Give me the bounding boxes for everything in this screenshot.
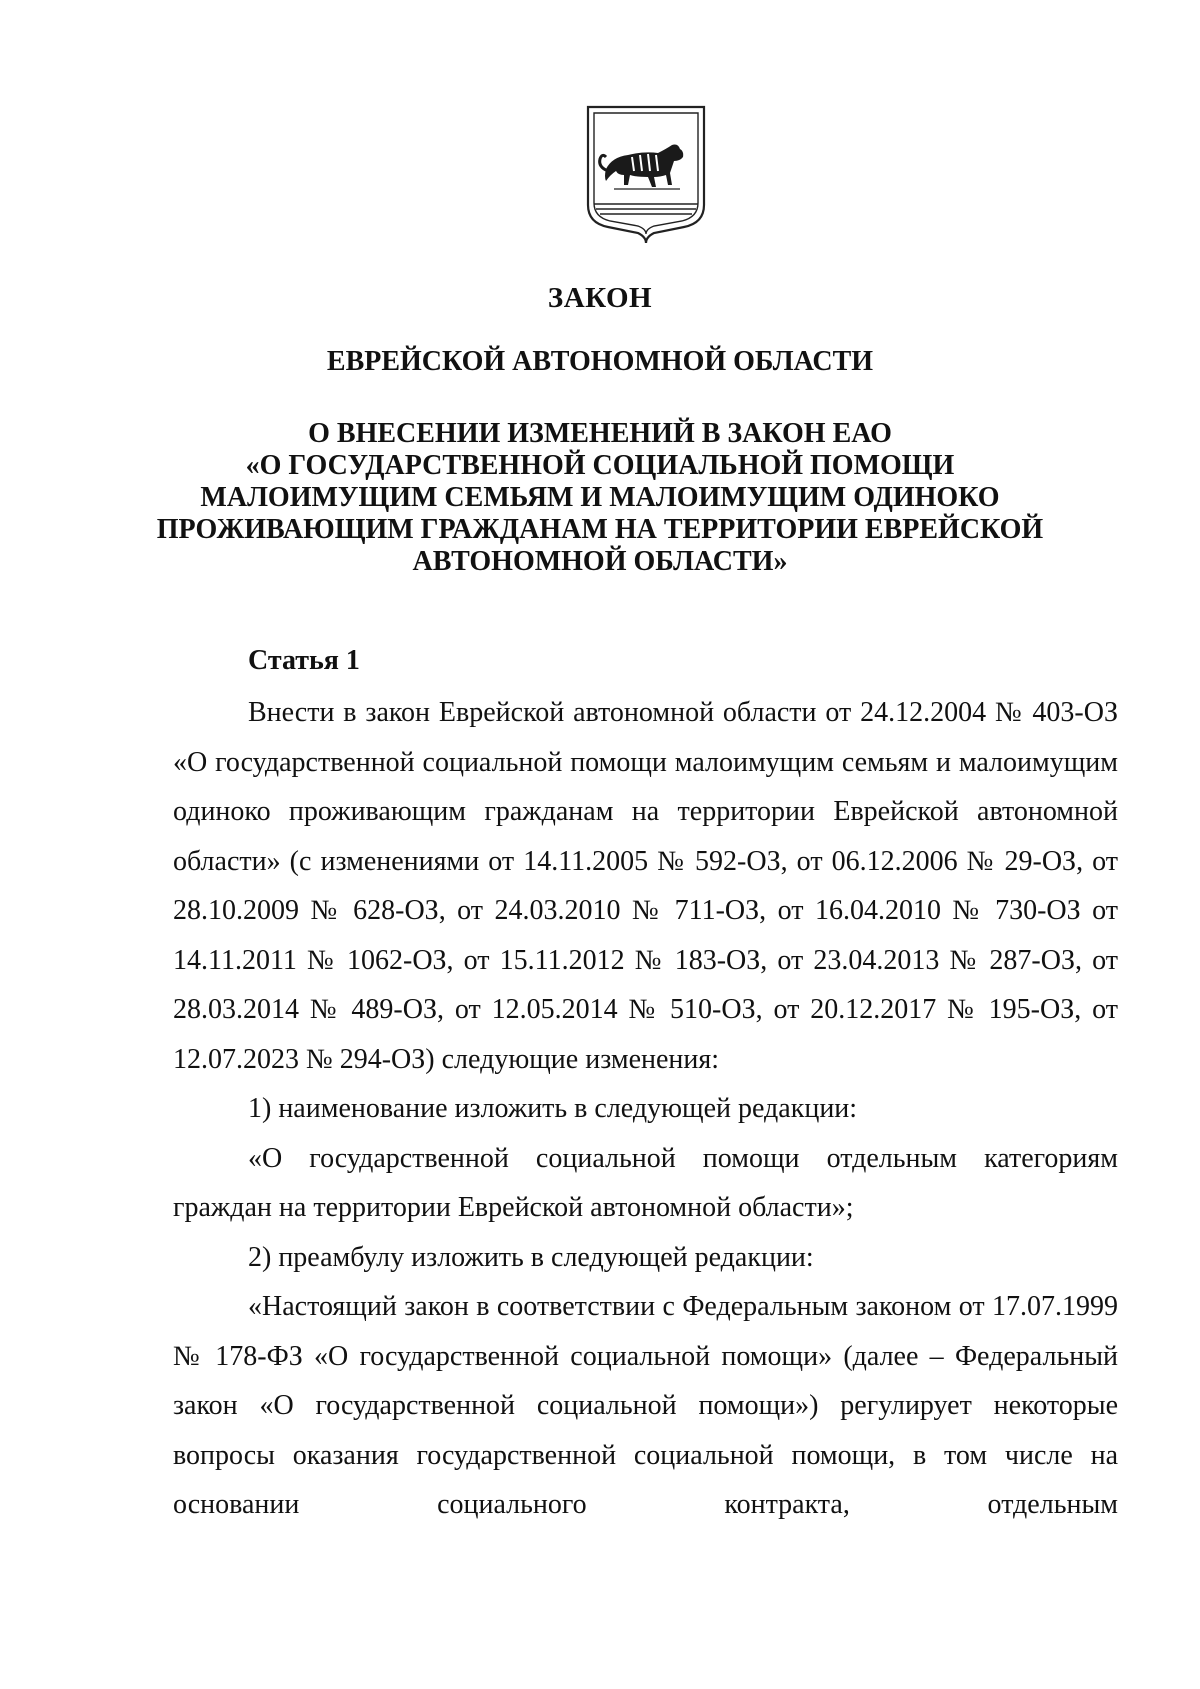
law-title-line: АВТОНОМНОЙ ОБЛАСТИ» bbox=[412, 546, 788, 577]
article-paragraph: 2) преамбулу изложить в следующей редакции: bbox=[248, 1241, 814, 1273]
law-title-heading bbox=[150, 418, 1050, 578]
law-title-line: «О ГОСУДАРСТВЕННОЙ СОЦИАЛЬНОЙ ПОМОЩИ bbox=[245, 450, 955, 481]
article-paragraph: 1) наименование изложить в следующей редакции: bbox=[248, 1093, 858, 1124]
article-body bbox=[173, 688, 1118, 1530]
article-paragraph: «Настоящий закон в соответствии с Федеральным законом от 17.07.1999 № 178-ФЗ «О государственной социальной помощи» (далее – Федеральный закон «О государственной социальной помощи») регулирует некоторые вопросы оказания государственной социальной помощи, в том числе на основании социального контракта, отдельным bbox=[173, 1291, 1118, 1520]
law-title-line: МАЛОИМУЩИМ СЕМЬЯМ И МАЛОИМУЩИМ ОДИНОКО bbox=[200, 482, 1000, 513]
law-title-line: ПРОЖИВАЮЩИМ ГРАЖДАНАМ НА ТЕРРИТОРИИ ЕВРЕЙСКОЙ bbox=[156, 514, 1044, 545]
article-paragraph: Внести в закон Еврейской автономной области от 24.12.2004 № 403-ОЗ «О государственной социальной помощи малоимущим семьям и малоимущим одиноко проживающим гражданам на территории Еврейской автономной области» (с изменениями от 14.11.2005 № 592-ОЗ, от 06.12.2006 № 29-ОЗ, от 28.10.2009 № 628-ОЗ, от 24.03.2010 № 711-ОЗ, от 16.04.2010 № 730-ОЗ от 14.11.2011 № 1062-ОЗ, от 15.11.2012 № 183-ОЗ, от 23.04.2013 № 287-ОЗ, от 28.03.2014 № 489-ОЗ, от 12.05.2014 № 510-ОЗ, от 20.12.2017 № 195-ОЗ, от 12.07.2023 № 294-ОЗ) следующие изменения: bbox=[173, 697, 1118, 1075]
region-heading: ЕВРЕЙСКОЙ АВТОНОМНОЙ ОБЛАСТИ bbox=[326, 346, 874, 377]
tiger-coat-of-arms-icon bbox=[584, 105, 708, 245]
article-title: Статья 1 bbox=[248, 645, 360, 676]
article-paragraph: «О государственной социальной помощи отдельным категориям граждан на территории Еврейской автономной области»; bbox=[173, 1142, 1118, 1223]
law-title-line: О ВНЕСЕНИИ ИЗМЕНЕНИЙ В ЗАКОН ЕАО bbox=[308, 418, 892, 449]
document-type-heading: ЗАКОН bbox=[547, 282, 653, 314]
